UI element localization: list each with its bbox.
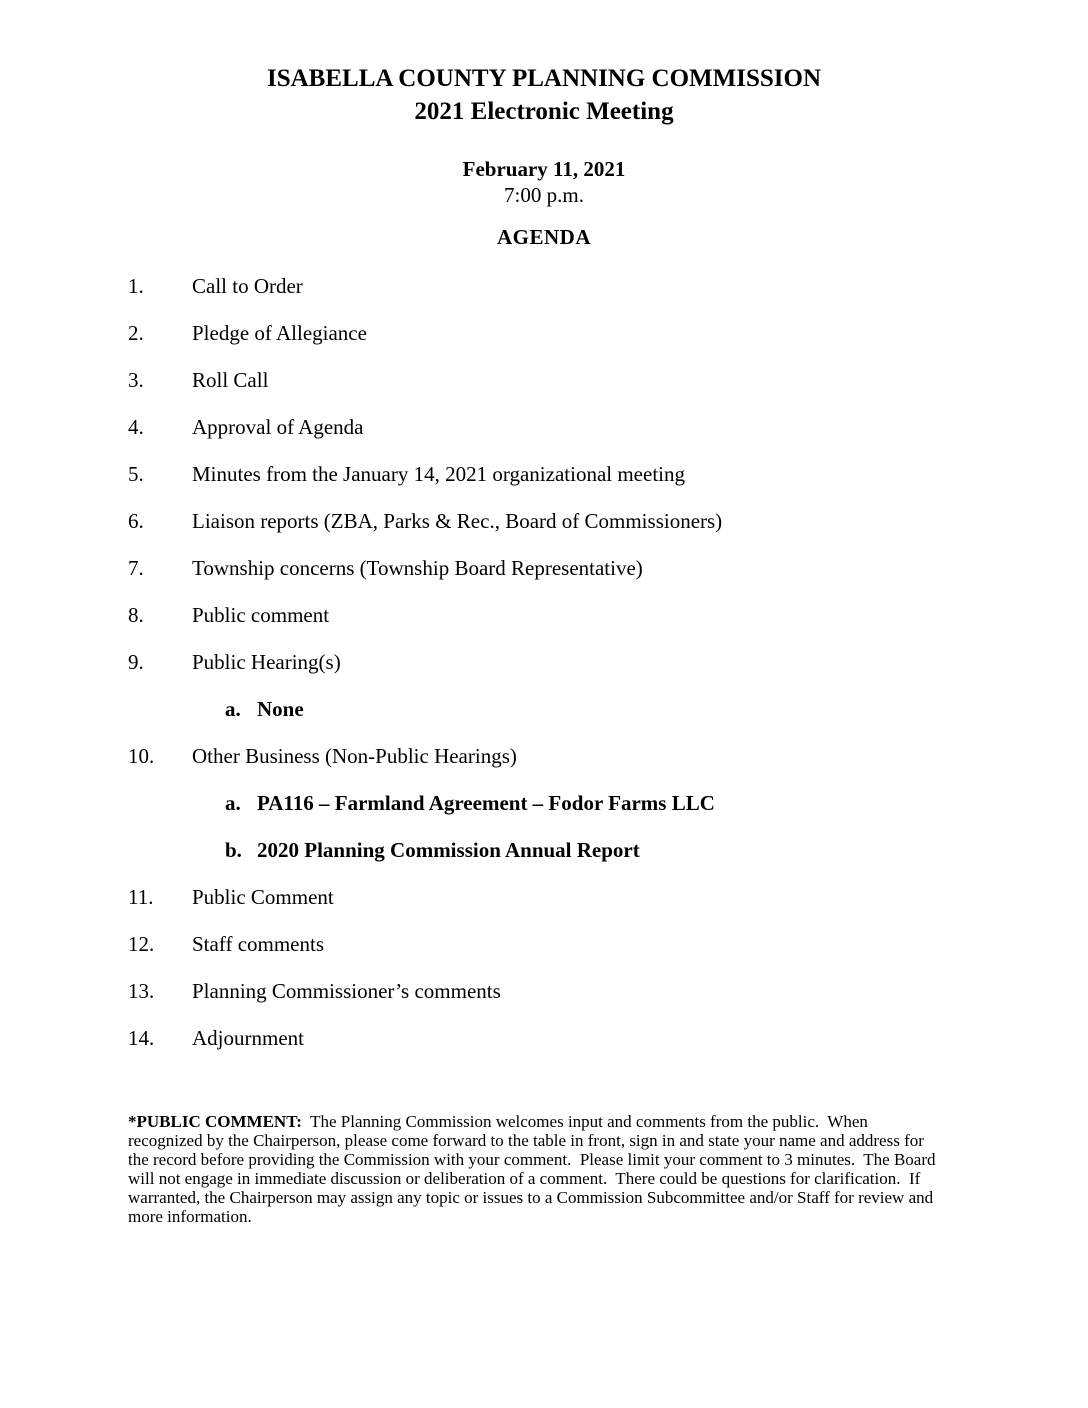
title-line-meeting: 2021 Electronic Meeting — [414, 98, 674, 125]
agenda-item — [128, 884, 1088, 910]
agenda-item-number: 8. — [128, 603, 144, 627]
agenda-item — [128, 743, 1088, 769]
agenda-item-number: 9. — [128, 650, 144, 674]
agenda-item-text: Adjournment — [192, 1026, 304, 1050]
agenda-item-text: Township concerns (Township Board Representative) — [192, 556, 643, 580]
meeting-datetime — [0, 156, 1088, 208]
agenda-subitem-letter: b. — [225, 838, 242, 862]
agenda-item-text: Minutes from the January 14, 2021 organizational meeting — [192, 462, 685, 486]
agenda-item-number: 14. — [128, 1026, 155, 1050]
agenda-item — [128, 555, 1088, 581]
agenda-item-number: 11. — [128, 885, 154, 909]
agenda-item-number: 6. — [128, 509, 144, 533]
public-comment-note — [128, 1112, 946, 1226]
agenda-item-text: Planning Commissioner’s comments — [192, 979, 501, 1003]
agenda-item — [128, 1025, 1088, 1051]
meeting-date: February 11, 2021 — [462, 157, 626, 181]
agenda-subitem-text: PA116 – Farmland Agreement – Fodor Farms LLC — [257, 791, 715, 815]
agenda-item-text: Staff comments — [192, 932, 325, 956]
agenda-item-number: 10. — [128, 744, 155, 768]
agenda-item — [128, 649, 1088, 675]
agenda-item-text: Public comment — [192, 603, 330, 627]
agenda-subitem-letter: a. — [225, 697, 241, 721]
agenda-subitem-text: 2020 Planning Commission Annual Report — [257, 838, 640, 862]
public-comment-text: The Planning Commission welcomes input and comments from the public. When recognized by the Chairperson, please come forward to the table in front, sign in and state your name and address for the record before providing the Commission with your comment. Please limit your comment to 3 minutes. The Board will not engage in immediate discussion or deliberation of a comment. There could be questions for clarification. If warranted, the Chairperson may assign any topic or issues to a Commission Subcommittee and/or Staff for review and more information. — [128, 1112, 940, 1226]
document-title — [0, 0, 1088, 128]
agenda-item-text: Approval of Agenda — [192, 415, 364, 439]
agenda-item-number: 12. — [128, 932, 155, 956]
agenda-item-text: Call to Order — [192, 274, 303, 298]
agenda-list — [0, 273, 1088, 1051]
agenda-subitem — [225, 837, 1088, 863]
public-comment-label: *PUBLIC COMMENT: — [128, 1112, 302, 1131]
agenda-heading: AGENDA — [496, 225, 591, 249]
agenda-item-number: 7. — [128, 556, 144, 580]
agenda-item — [128, 320, 1088, 346]
agenda-item-number: 1. — [128, 274, 144, 298]
agenda-item-number: 2. — [128, 321, 144, 345]
agenda-subitem-letter: a. — [225, 791, 241, 815]
agenda-item-text: Other Business (Non-Public Hearings) — [192, 744, 517, 768]
agenda-item-text: Public Hearing(s) — [192, 650, 341, 674]
agenda-item — [128, 602, 1088, 628]
agenda-subitem — [225, 696, 1088, 722]
agenda-item-number: 3. — [128, 368, 144, 392]
agenda-item-text: Liaison reports (ZBA, Parks & Rec., Board of Commissioners) — [192, 509, 723, 533]
agenda-item — [128, 367, 1088, 393]
agenda-item-number: 5. — [128, 462, 144, 486]
agenda-item-number: 13. — [128, 979, 155, 1003]
agenda-item-text: Public Comment — [192, 885, 334, 909]
agenda-item — [128, 414, 1088, 440]
agenda-item — [128, 273, 1088, 299]
agenda-subitem-text: None — [257, 697, 304, 721]
agenda-item — [128, 461, 1088, 487]
agenda-item-text: Pledge of Allegiance — [192, 321, 367, 345]
agenda-item — [128, 978, 1088, 1004]
title-line-org: ISABELLA COUNTY PLANNING COMMISSION — [266, 65, 822, 92]
agenda-item — [128, 931, 1088, 957]
agenda-subitem — [225, 790, 1088, 816]
agenda-item-number: 4. — [128, 415, 144, 439]
meeting-time: 7:00 p.m. — [504, 183, 584, 207]
agenda-item — [128, 508, 1088, 534]
agenda-item-text: Roll Call — [192, 368, 269, 392]
